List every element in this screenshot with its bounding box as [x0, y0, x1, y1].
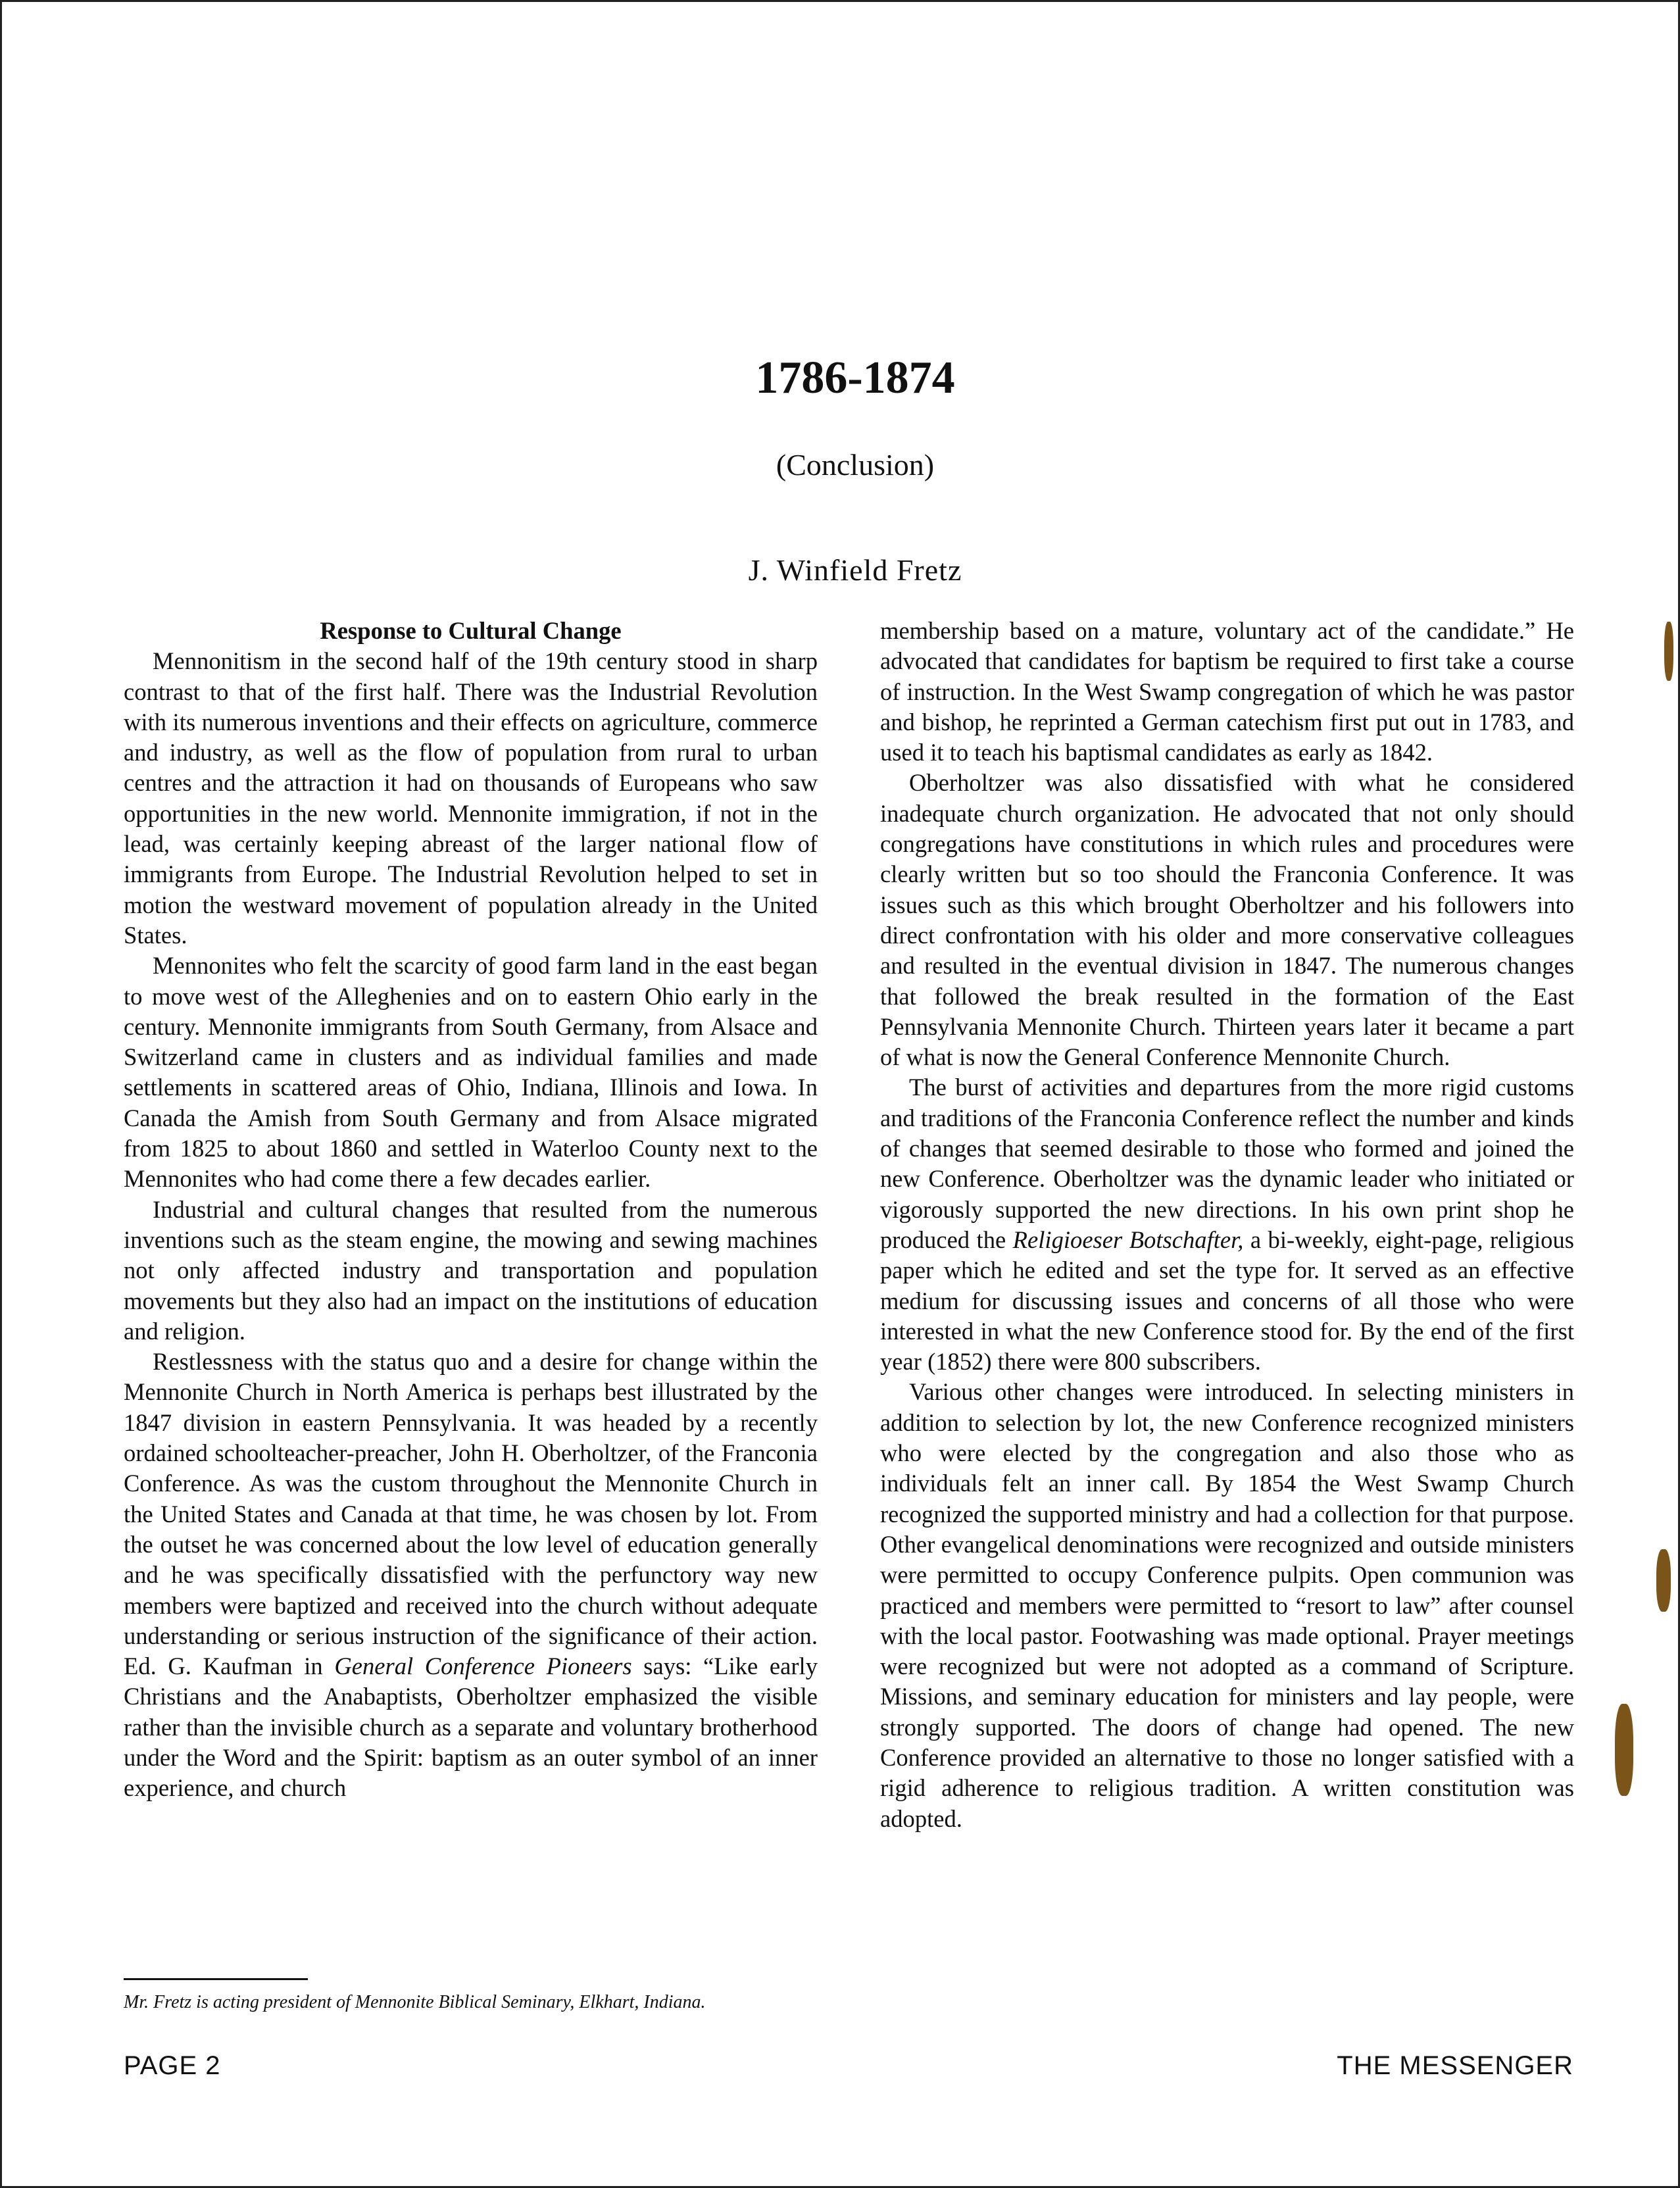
paragraph: Industrial and cultural changes that resulted from the numerous inventions such as the steam engine, the mowing and sewing machines not only affected industry and transportation and population movements but they also had an impact on the institutions of education and religion.	[124, 1195, 818, 1345]
page-number: PAGE 2	[124, 2051, 221, 2080]
paragraph: membership based on a mature, voluntary act of the candidate.” He advocated that candidates for baptism be required to first take a course of instruction. In the West Swamp congregation of which he was pastor and bishop, he reprinted a German catechism first put out in 1783, and used it to teach his baptismal candidates as early as 1842.	[880, 617, 1574, 766]
left-column	[124, 616, 818, 1804]
edge-stain	[1656, 1549, 1671, 1612]
paragraph: Various other changes were introduced. In selecting ministers in addition to selection by lot, the new Conference recognized ministers who were elected by the congregation and also those who as individuals felt an inner call. By 1854 the West Swamp Church recognized the supported ministry and had a collection for that purpose. Other evangelical denominations were recognized and outside ministers were permitted to occupy Conference pulpits. Open communion was practiced and members were permitted to “resort to law” after counsel with the local pastor. Footwashing was made optional. Prayer meetings were recognized but were not adopted as a command of Scripture. Missions, and seminary education for ministers and lay people, were strongly supported. The doors of change had opened. The new Conference provided an alternative to those no longer satisfied with a rigid adherence to religious tradition. A written constitution was adopted.	[880, 1378, 1574, 1832]
right-column	[880, 616, 1574, 1834]
paragraph: Mennonitism in the second half of the 19th century stood in sharp contrast to that of the first half. There was the Industrial Revolution with its numerous inventions and their effects on agriculture, commerce and industry, as well as the flow of population from rural to urban centres and the attraction it had on thousands of Europeans who saw opportunities in the new world. Mennonite immigration, if not in the lead, was certainly keeping abreast of the larger national flow of immigrants from Europe. The Industrial Revolution helped to set in motion the westward movement of population already in the United States.	[124, 647, 818, 949]
book-title: General Conference Pioneers	[334, 1653, 632, 1680]
section-heading: Response to Cultural Change	[320, 617, 622, 644]
paper-title: Religioeser Botschafter,	[1012, 1226, 1244, 1253]
article-title: 1786-1874	[755, 353, 955, 403]
article-subtitle: (Conclusion)	[776, 448, 935, 482]
article-author: J. Winfield Fretz	[748, 553, 962, 587]
publication-name: THE MESSENGER	[1337, 2051, 1573, 2080]
footnote-rule	[124, 1978, 308, 1980]
edge-stain	[1615, 1704, 1633, 1796]
paragraph: Oberholtzer was also dissatisfied with what he considered inadequate church organization. He advocated that not only should congregations have constitutions in which rules and procedures were clearly written but so too should the Franconia Conference. It was issues such as this which brought Oberholtzer and his followers into direct confrontation with his older and more conservative colleagues and resulted in the eventual division in 1847. The numerous changes that followed the break resulted in the formation of the East Pennsylvania Mennonite Church. Thirteen years later it became a part of what is now the General Conference Mennonite Church.	[880, 769, 1574, 1071]
paragraph: Mennonites who felt the scarcity of good farm land in the east began to move west of the Alleghenies and on to eastern Ohio early in the century. Mennonite immigrants from South Germany, from Alsace and Switzerland came in clusters and as individual families and made settlements in scattered areas of Ohio, Indiana, Illinois and Iowa. In Canada the Amish from South Germany and from Alsace migrated from 1825 to about 1860 and settled in Waterloo County next to the Mennonites who had come there a few decades earlier.	[124, 952, 818, 1193]
paragraph: The burst of activities and departures from the more rigid customs and traditions of the Franconia Conference reflect the number and kinds of changes that seemed desirable to those who formed and joined the new Conference. Oberholtzer was the dynamic leader who initiated or vigorously supported the new directions. In his own print shop he produced the Religioeser Botschafter, a bi-weekly, eight-page, religious paper which he edited and set the type for. It served as an effective medium for discussing issues and concerns of all those who were interested in what the new Conference stood for. By the end of the first year (1852) there were 800 subscribers.	[880, 1074, 1574, 1376]
paragraph: Restlessness with the status quo and a desire for change within the Mennonite Church in North America is perhaps best illustrated by the 1847 division in eastern Pennsylvania. It was headed by a recently ordained schoolteacher-preacher, John H. Oberholtzer, of the Franconia Conference. As was the custom throughout the Mennonite Church in the United States and Canada at that time, he was chosen by lot. From the outset he was concerned about the low level of education generally and he was specifically dissatisfied with the perfunctory way new members were baptized and received into the church without adequate understanding or serious instruction of the significance of their action. Ed. G. Kaufman in General Conference Pioneers says: “Like early Christians and the Anabaptists, Oberholtzer emphasized the visible rather than the invisible church as a separate and voluntary brotherhood under the Word and the Spirit: baptism as an outer symbol of an inner experience, and church	[124, 1348, 818, 1802]
edge-stain	[1664, 622, 1673, 681]
footnote: Mr. Fretz is acting president of Mennonite Biblical Seminary, Elkhart, Indiana.	[124, 1992, 706, 2012]
